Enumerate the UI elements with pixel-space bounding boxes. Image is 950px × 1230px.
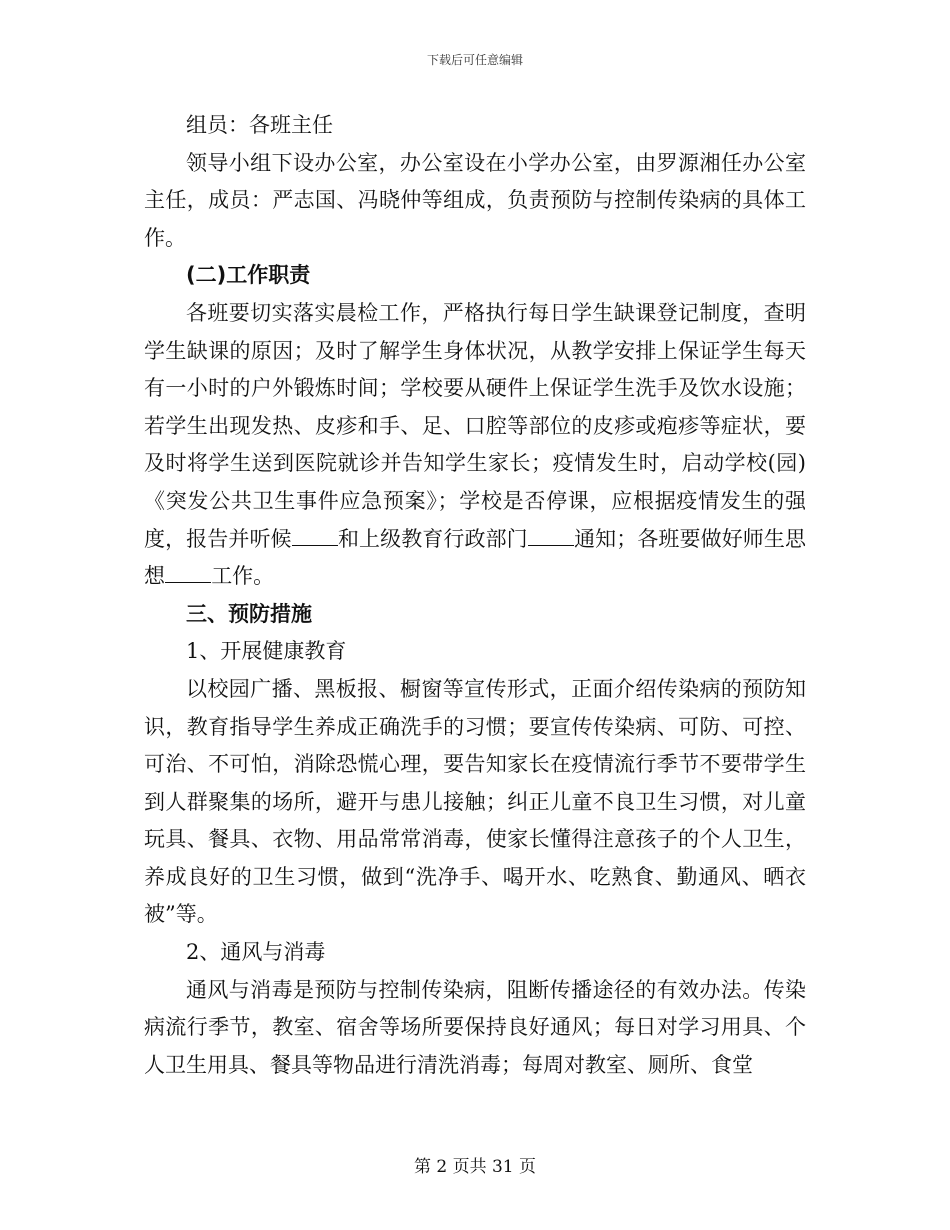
subheading-ventilation: 2、通风与消毒 (186, 940, 326, 965)
paragraph-health-education: 以校园广播、黑板报、橱窗等宣传形式，正面介绍传染病的预防知识，教育指导学生养成正确洗手的习惯；要宣传传染病、可防、可控、可治、不可怕，消除恐慌心理，要告知家长在疫情流行季节不要带学生到人群聚集的场所，避开与患儿接触；纠正儿童不良卫生习惯，对儿童玩具、餐具、衣物、用品常常消毒，使家长懂得注意孩子的个人卫生，养成良好的卫生习惯，做到“洗净手、喝开水、吃熟食、勤通风、晒衣被”等。 (144, 676, 806, 927)
fill-blank (292, 526, 338, 546)
paragraph-members: 组员：各班主任 (186, 113, 333, 137)
duties-text-3: 通知；各班要做好师生思想 (144, 526, 806, 589)
duties-text-4: 工作。 (211, 564, 275, 589)
subheading-health-education: 1、开展健康教育 (186, 639, 347, 664)
document-body (144, 107, 806, 1084)
page-footer: 第 2 页共 31 页 (413, 1157, 537, 1177)
heading-prevention-measures: 三、预防措施 (186, 601, 312, 626)
heading-work-duties: (二)工作职责 (186, 263, 311, 288)
page-header: 下载后可任意编辑 (426, 53, 523, 67)
fill-blank (165, 563, 211, 583)
fill-blank (528, 526, 574, 546)
paragraph-duties (144, 295, 806, 596)
paragraph-ventilation: 通风与消毒是预防与控制传染病，阻断传播途径的有效办法。传染病流行季节，教室、宿舍等场所要保持良好通风；每日对学习用具、个人卫生用具、餐具等物品进行清洗消毒；每周对教室、厕所、食堂 (144, 977, 806, 1077)
duties-text-1: 各班要切实落实晨检工作，严格执行每日学生缺课登记制度，查明学生缺课的原因；及时了解学生身体状况，从教学安排上保证学生每天有一小时的户外锻炼时间；学校要从硬件上保证学生洗手及饮水设施；若学生出现发热、皮疹和手、足、口腔等部位的皮疹或疱疹等症状，要及时将学生送到医院就诊并告知学生家长；疫情发生时，启动学校(园)《突发公共卫生事件应急预案》；学校是否停课，应根据疫情发生的强度，报告并听候 (144, 300, 806, 551)
duties-text-2: 和上级教育行政部门 (337, 526, 528, 551)
paragraph-office: 领导小组下设办公室，办公室设在小学办公室，由罗源湘任办公室主任，成员：严志国、冯晓仲等组成，负责预防与控制传染病的具体工作。 (144, 150, 806, 250)
